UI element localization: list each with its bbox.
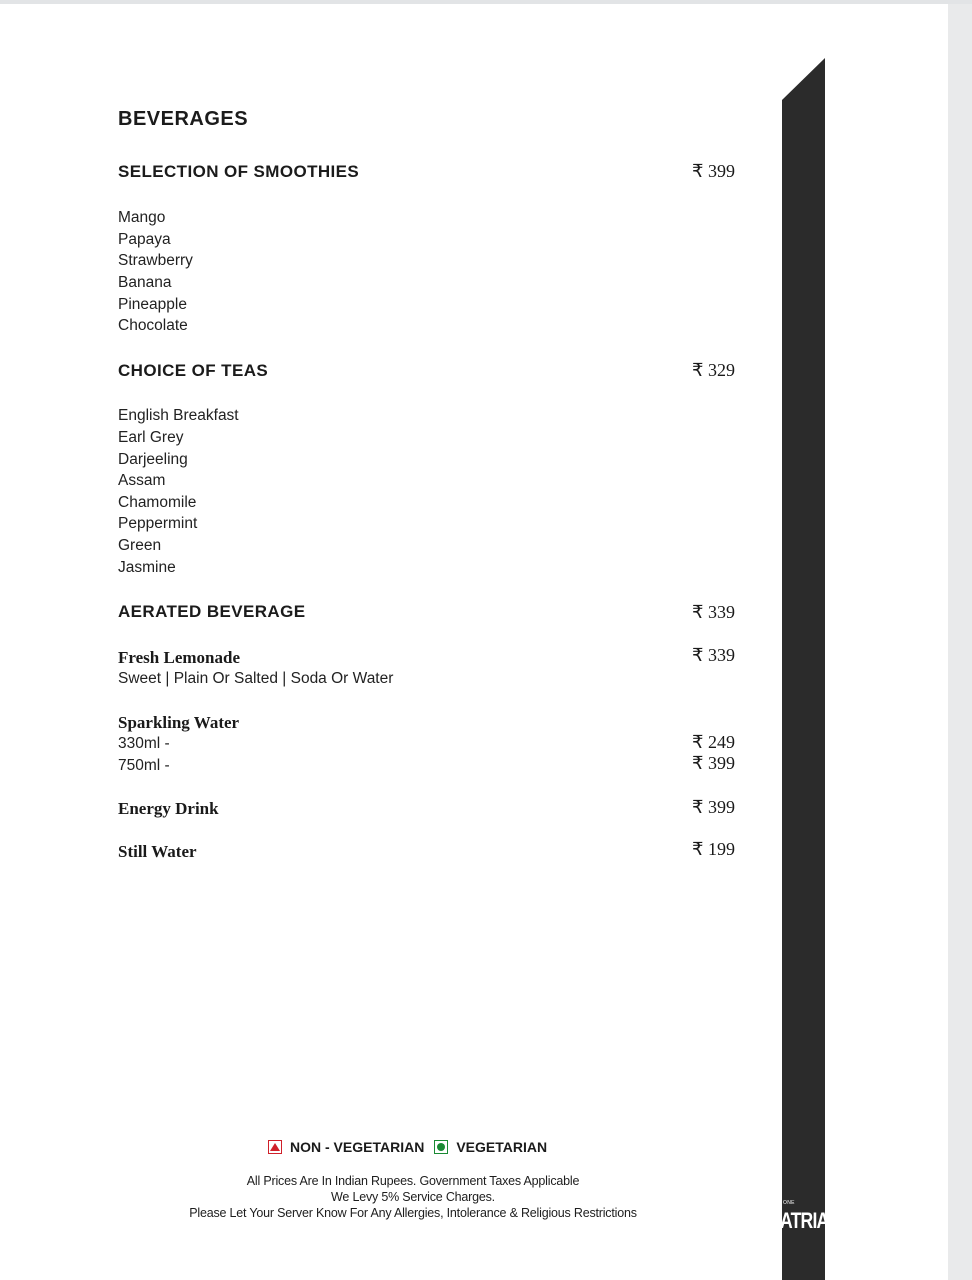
smoothies-price: ₹ 399 — [692, 161, 735, 181]
teas-price: ₹ 329 — [692, 360, 735, 380]
sparkling-size: 750ml - — [118, 757, 170, 774]
aerated-heading: AERATED BEVERAGE — [118, 602, 306, 621]
teas-heading: CHOICE OF TEAS — [118, 361, 269, 380]
tea-item: Assam — [118, 472, 166, 489]
smoothie-item: Strawberry — [118, 252, 193, 269]
still-water-name: Still Water — [118, 842, 197, 861]
non-veg-icon — [268, 1140, 282, 1154]
sparkling-size-price: ₹ 399 — [692, 753, 735, 773]
brand-logo: ATRIA — [780, 1208, 829, 1233]
smoothie-item: Chocolate — [118, 317, 188, 334]
smoothie-item: Banana — [118, 274, 172, 291]
footer-prices-note: All Prices Are In Indian Rupees. Government Taxes Applicable — [246, 1174, 580, 1188]
tea-item: Peppermint — [118, 515, 198, 532]
smoothie-item: Mango — [118, 209, 166, 226]
sparkling-name: Sparkling Water — [118, 713, 240, 732]
menu-title: BEVERAGES — [118, 108, 249, 130]
smoothie-item: Pineapple — [118, 296, 187, 313]
brand-small-text: ONE — [783, 1200, 795, 1206]
tea-item: English Breakfast — [118, 407, 239, 424]
lemonade-desc: Sweet | Plain Or Salted | Soda Or Water — [118, 670, 394, 687]
sparkling-size-price: ₹ 249 — [692, 732, 735, 752]
tea-item: Jasmine — [118, 559, 176, 576]
sparkling-size: 330ml - — [118, 735, 170, 752]
tea-item: Earl Grey — [118, 429, 184, 446]
energy-drink-price: ₹ 399 — [692, 797, 735, 817]
smoothies-heading: SELECTION OF SMOOTHIES — [118, 162, 360, 181]
lemonade-price: ₹ 339 — [692, 645, 735, 665]
still-water-price: ₹ 199 — [692, 839, 735, 859]
smoothie-item: Papaya — [118, 231, 171, 248]
tea-item: Chamomile — [118, 494, 197, 511]
footer-service-note: We Levy 5% Service Charges. — [331, 1190, 495, 1204]
side-bar — [782, 58, 825, 1280]
aerated-price: ₹ 339 — [692, 602, 735, 622]
non-veg-label: NON - VEGETARIAN — [290, 1139, 425, 1155]
energy-drink-name: Energy Drink — [118, 799, 219, 818]
veg-icon — [434, 1140, 448, 1154]
tea-item: Darjeeling — [118, 451, 188, 468]
footer-allergy-note: Please Let Your Server Know For Any Allergies, Intolerance & Religious Restrictions — [189, 1206, 637, 1220]
diet-legend — [268, 1139, 547, 1155]
veg-label: VEGETARIAN — [456, 1139, 548, 1155]
tea-item: Green — [118, 537, 162, 554]
lemonade-name: Fresh Lemonade — [118, 648, 240, 667]
